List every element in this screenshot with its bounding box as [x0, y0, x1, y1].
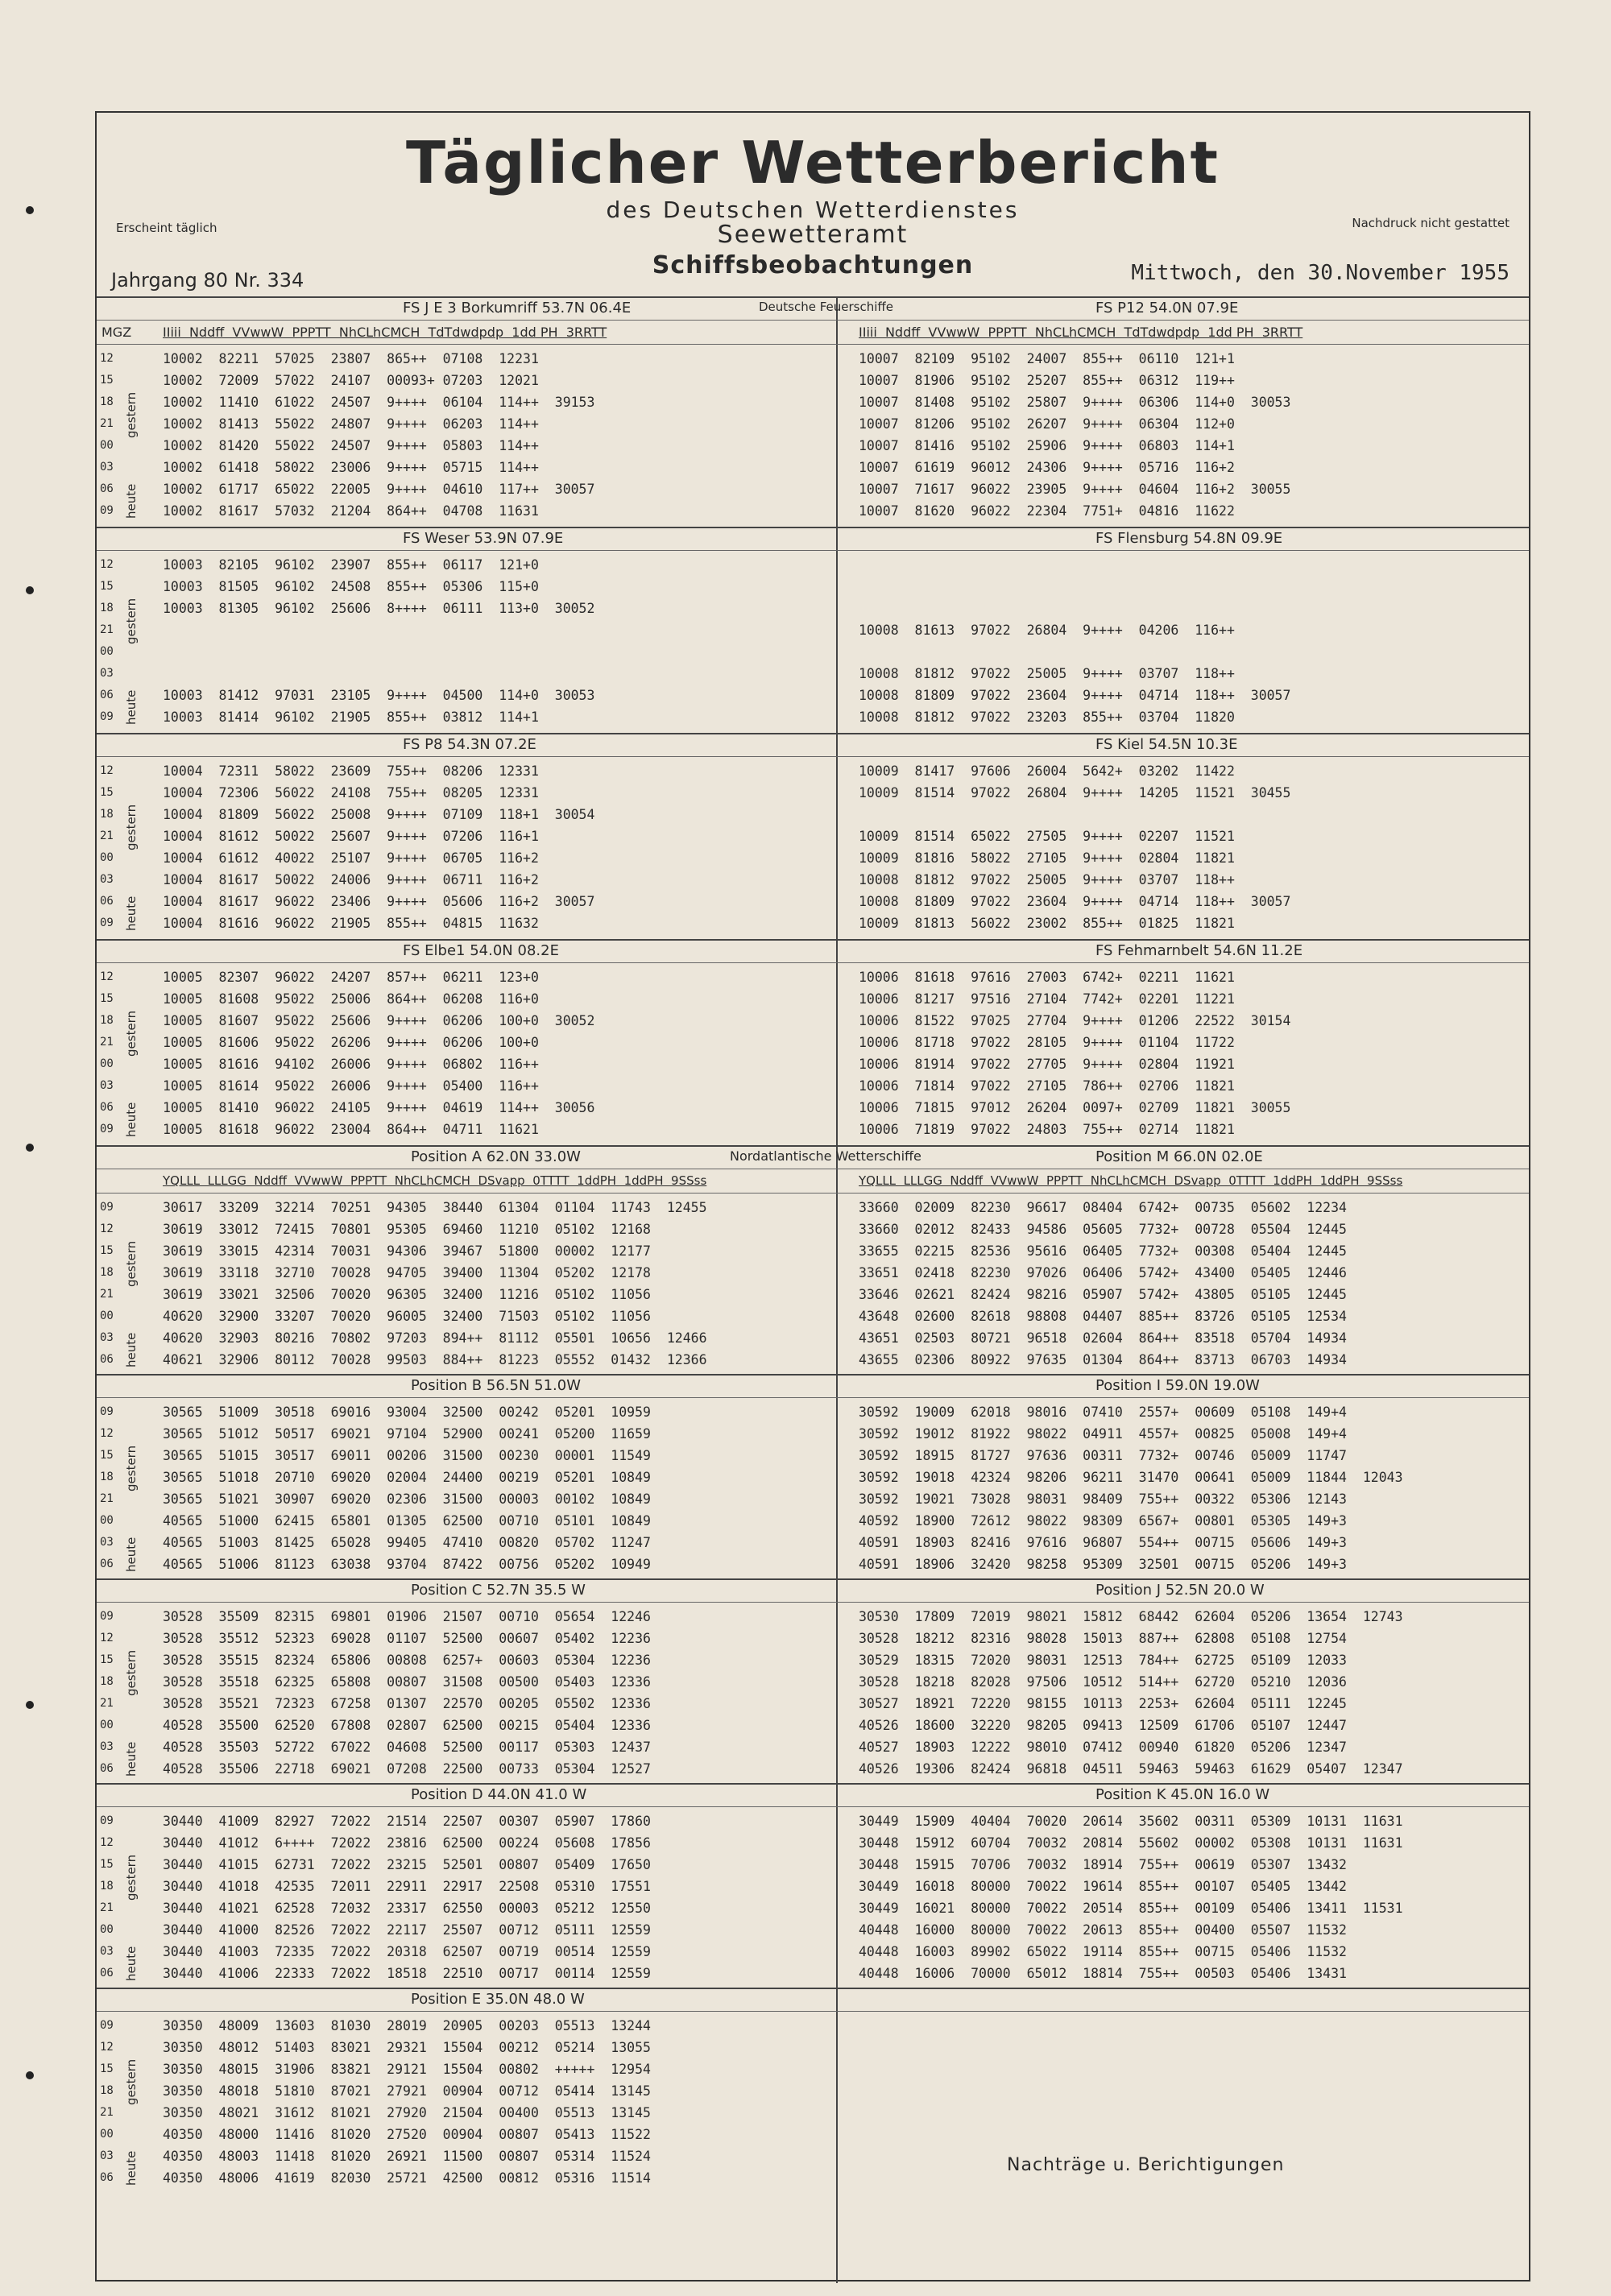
ws-section-title: Position K 45.0N 16.0 W [1095, 1786, 1270, 1803]
ws-left-row: 30350 48018 51810 87021 27921 00904 00712 05414 13145 [163, 2083, 667, 2099]
ws-left-row: 30528 35518 62325 65808 00807 31508 00500 05403 12336 [163, 1674, 667, 1690]
ws-left-row: 30565 51021 30907 69020 02306 31500 00003 00102 10849 [163, 1491, 667, 1507]
fs-header-bar [97, 733, 1529, 757]
ws-left-row: 40528 35503 52722 67022 04608 52500 00117 05303 12437 [163, 1740, 667, 1755]
ws-right-row: 30592 19018 42324 98206 96211 31470 00641 05009 11844 12043 [859, 1470, 1403, 1485]
hour-label: 09 [100, 504, 114, 517]
hour-label: 06 [100, 2171, 114, 2184]
fs-right-row: 10009 81417 97606 26004 5642+ 03202 11422 [859, 763, 1251, 779]
ws-right-row: 30530 17809 72019 98021 15812 68442 62604 05206 13654 12743 [859, 1609, 1403, 1624]
ws-left-row: 30528 35521 72323 67258 01307 22570 00205 05502 12336 [163, 1696, 667, 1711]
ws-left-row: 30619 33118 32710 70028 94705 39400 11304 05202 12178 [163, 1265, 667, 1280]
ws-left-row: 40620 32903 80216 70802 97203 894++ 81112 05501 10656 12466 [163, 1330, 707, 1346]
hour-label: 09 [100, 2019, 114, 2032]
fs-right-row: 10008 81613 97022 26804 9++++ 04206 116++ [859, 623, 1251, 638]
label-gestern: gestern [124, 1445, 139, 1491]
fs-right-row: 10006 71814 97022 27105 786++ 02706 11821 [859, 1078, 1251, 1094]
ws-right-row: 30529 18315 72020 98031 12513 784++ 62725 05109 12033 [859, 1653, 1363, 1668]
hour-label: 18 [100, 1014, 114, 1027]
label-heute: heute [124, 2150, 139, 2186]
fs-right-row: 10008 81809 97022 23604 9++++ 04714 118++ 30057 [859, 688, 1291, 703]
fs-right-row: 10007 81416 95102 25906 9++++ 06803 114+1 [859, 438, 1251, 453]
fs-left-row: 10003 81505 96102 24508 855++ 05306 115+0 [163, 579, 555, 594]
hour-label: 06 [100, 482, 114, 495]
ws-right-row: 40526 18600 32220 98205 09413 12509 61706 05107 12447 [859, 1718, 1363, 1733]
report-date: Mittwoch, den 30.November 1955 [1131, 261, 1510, 285]
ws-left-row: 30440 41006 22333 72022 18518 22510 00717 00114 12559 [163, 1966, 667, 1981]
hour-label: 15 [100, 2062, 114, 2075]
fs-right-row: 10006 81914 97022 27705 9++++ 02804 11921 [859, 1057, 1251, 1072]
ws-right-row: 40591 18906 32420 98258 95309 32501 00715 05206 149+3 [859, 1557, 1363, 1572]
ws-left-row: 30440 41012 6++++ 72022 23816 62500 00224 05608 17856 [163, 1835, 667, 1851]
ws-right-row: 30449 16021 80000 70022 20514 855++ 00109 05406 13411 11531 [859, 1901, 1403, 1916]
fs-right-row: 10007 82109 95102 24007 855++ 06110 121+1 [859, 351, 1251, 366]
hour-label: 12 [100, 1222, 114, 1235]
hour-label: 12 [100, 558, 114, 571]
label-gestern: gestern [124, 2058, 139, 2105]
label-gestern: gestern [124, 598, 139, 644]
fs-left-row: 10004 81616 96022 21905 855++ 04815 11632 [163, 916, 555, 931]
hour-label: 21 [100, 1288, 114, 1301]
ws-right-row: 40448 16000 80000 70022 20613 855++ 00400 05507 11532 [859, 1922, 1363, 1938]
ws-left-row: 30617 33209 32214 70251 94305 38440 61304 01104 11743 12455 [163, 1200, 707, 1215]
fs-right-row: 10009 81514 97022 26804 9++++ 14205 11521 30455 [859, 785, 1291, 800]
ws-section-title: Position J 52.5N 20.0 W [1095, 1582, 1265, 1599]
fs-right-row: 10006 81522 97025 27704 9++++ 01206 22522 30154 [859, 1013, 1291, 1028]
ws-right-row: 40448 16006 70000 65012 18814 755++ 00503 05406 13431 [859, 1966, 1363, 1981]
corrections-title: Nachträge u. Berichtigungen [1007, 2155, 1285, 2175]
fs-left-row: 10002 11410 61022 24507 9++++ 06104 114++ 39153 [163, 395, 595, 410]
hour-label: 09 [100, 916, 114, 929]
fs-right-row: 10007 81408 95102 25807 9++++ 06306 114+0 30053 [859, 395, 1291, 410]
label-gestern: gestern [124, 1010, 139, 1057]
hour-label: 00 [100, 2128, 114, 2141]
fs-left-row: 10005 81606 95022 26206 9++++ 06206 100+0 [163, 1035, 555, 1050]
fs-left-row: 10002 61418 58022 23006 9++++ 05715 114++ [163, 460, 555, 475]
ws-left-row: 40621 32906 80112 70028 99503 884++ 81223 05552 01432 12366 [163, 1352, 707, 1367]
fs-left-row: 10002 81420 55022 24507 9++++ 05803 114++ [163, 438, 555, 453]
ws-left-row: 30528 35512 52323 69028 01107 52500 00607 05402 12236 [163, 1631, 667, 1646]
hour-label: 03 [100, 667, 114, 680]
hour-label: 09 [100, 710, 114, 723]
fs-right-row: 10008 81812 97022 23203 855++ 03704 11820 [859, 709, 1251, 725]
ws-left-row: 30440 41018 42535 72011 22911 22917 22508 05310 17551 [163, 1879, 667, 1894]
fs-right-row: 10009 81816 58022 27105 9++++ 02804 11821 [859, 850, 1251, 866]
hour-label: 09 [100, 1405, 114, 1418]
hour-label: 09 [100, 1814, 114, 1827]
fs-left-row: 10002 82211 57025 23807 865++ 07108 12231 [163, 351, 555, 366]
fs-section-title: FS Fehmarnbelt 54.6N 11.2E [1095, 942, 1303, 959]
ws-left-row: 30565 51012 50517 69021 97104 52900 00241 05200 11659 [163, 1426, 667, 1442]
hour-label: 12 [100, 1836, 114, 1849]
ws-right-row: 40526 19306 82424 96818 04511 59463 59463 61629 05407 12347 [859, 1761, 1403, 1777]
punch-hole [26, 1701, 34, 1709]
fs-section-title: FS J E 3 Borkumriff 53.7N 06.4E [403, 300, 632, 316]
hour-label: 06 [100, 1762, 114, 1775]
hour-label: 21 [100, 829, 114, 842]
ws-right-row: 30592 19009 62018 98016 07410 2557+ 00609 05108 149+4 [859, 1404, 1363, 1420]
subtitle-section: Schiffsbeobachtungen [652, 251, 974, 279]
hour-label: 06 [100, 895, 114, 908]
hour-label: 06 [100, 1353, 114, 1366]
hour-label: 00 [100, 1309, 114, 1322]
fs-left-row: 10003 81412 97031 23105 9++++ 04500 114+0 30053 [163, 688, 595, 703]
punch-hole [26, 2071, 34, 2079]
hour-label: 18 [100, 808, 114, 821]
page-title: Täglicher Wetterbericht [406, 129, 1220, 197]
ws-header-bar [97, 1988, 1529, 2012]
ws-left-row: 40528 35500 62520 67808 02807 62500 00215 05404 12336 [163, 1718, 667, 1733]
ws-section-title: Position A 62.0N 33.0W [411, 1148, 581, 1165]
fs-left-row: 10004 81612 50022 25607 9++++ 07206 116+1 [163, 829, 555, 844]
ws-right-row: 43648 02600 82618 98808 04407 885++ 83726 05105 12534 [859, 1309, 1363, 1324]
hour-label: 00 [100, 1514, 114, 1527]
ws-left-row: 30619 33021 32506 70020 96305 32400 11216 05102 11056 [163, 1287, 667, 1302]
punch-hole [26, 206, 34, 214]
ws-right-row: 30449 15909 40404 70020 20614 35602 00311 05309 10131 11631 [859, 1814, 1403, 1829]
hour-label: 21 [100, 1697, 114, 1710]
hour-label: 03 [100, 461, 114, 474]
fs-left-row: 10005 82307 96022 24207 857++ 06211 123+0 [163, 970, 555, 985]
ws-left-row: 40350 48006 41619 82030 25721 42500 00812 05316 11514 [163, 2170, 667, 2186]
fs-left-row: 10005 81607 95022 25606 9++++ 06206 100+0 30052 [163, 1013, 595, 1028]
fs-right-row: 10006 71819 97022 24803 755++ 02714 11821 [859, 1122, 1251, 1137]
hour-label: 15 [100, 374, 114, 387]
fs-left-row: 10004 61612 40022 25107 9++++ 06705 116+2 [163, 850, 555, 866]
ws-columns-left: YQLLL LLLGG Nddff VVwwW PPPTT NhCLhCMCH DSvapp 0TTTT 1ddPH 1ddPH 9SSss [163, 1173, 707, 1188]
ws-left-row: 40565 51006 81123 63038 93704 87422 00756 05202 10949 [163, 1557, 667, 1572]
ws-left-row: 30440 41009 82927 72022 21514 22507 00307 05907 17860 [163, 1814, 667, 1829]
hour-label: 18 [100, 1266, 114, 1279]
fs-right-row: 10006 71815 97012 26204 0097+ 02709 11821 30055 [859, 1100, 1291, 1115]
fs-right-row: 10006 81618 97616 27003 6742+ 02211 11621 [859, 970, 1251, 985]
hour-label: 09 [100, 1610, 114, 1623]
hour-label: 03 [100, 2149, 114, 2162]
fs-left-row: 10004 81617 50022 24006 9++++ 06711 116+2 [163, 872, 555, 887]
fs-right-row: 10009 81514 65022 27505 9++++ 02207 11521 [859, 829, 1251, 844]
issue-number: Jahrgang 80 Nr. 334 [111, 269, 304, 292]
ws-section-title: Position I 59.0N 19.0W [1095, 1377, 1260, 1394]
label-heute: heute [124, 896, 139, 931]
hour-label: 21 [100, 1901, 114, 1914]
hour-label: 03 [100, 1945, 114, 1958]
fs-left-row: 10002 72009 57022 24107 00093+ 07203 12021 [163, 373, 555, 388]
fs-left-row: 10002 81617 57032 21204 864++ 04708 11631 [163, 503, 555, 519]
fs-section-title: FS Elbe1 54.0N 08.2E [403, 942, 559, 959]
fs-left-row: 10005 81410 96022 24105 9++++ 04619 114++ 30056 [163, 1100, 595, 1115]
hour-label: 15 [100, 1244, 114, 1257]
hour-label: 21 [100, 623, 114, 636]
hour-label: 06 [100, 689, 114, 701]
hour-label: 15 [100, 580, 114, 593]
ws-left-row: 30619 33012 72415 70801 95305 69460 11210 05102 12168 [163, 1222, 667, 1237]
hour-label: 09 [100, 1201, 114, 1214]
hour-label: 03 [100, 1079, 114, 1092]
label-heute: heute [124, 1741, 139, 1777]
ws-left-row: 40620 32900 33207 70020 96005 32400 71503 05102 11056 [163, 1309, 667, 1324]
ws-right-row: 30448 15915 70706 70032 18914 755++ 00619 05307 13432 [859, 1857, 1363, 1872]
ws-right-row: 33660 02012 82433 94586 05605 7732+ 00728 05504 12445 [859, 1222, 1363, 1237]
ws-left-row: 40350 48003 11418 81020 26921 11500 00807 05314 11524 [163, 2149, 667, 2164]
hour-label: 00 [100, 1923, 114, 1936]
ws-right-row: 43651 02503 80721 96518 02604 864++ 83518 05704 14934 [859, 1330, 1363, 1346]
ws-right-row: 30528 18218 82028 97506 10512 514++ 62720 05210 12036 [859, 1674, 1363, 1690]
punch-hole [26, 586, 34, 594]
hour-label: 12 [100, 1632, 114, 1644]
ws-left-row: 30440 41003 72335 72022 20318 62507 00719 00514 12559 [163, 1944, 667, 1959]
ws-left-row: 30350 48015 31906 83821 29121 15504 00802 +++++ 12954 [163, 2062, 667, 2077]
ws-left-row: 30350 48012 51403 83021 29321 15504 00212 05214 13055 [163, 2040, 667, 2055]
ws-right-row: 30592 19021 73028 98031 98409 755++ 00322 05306 12143 [859, 1491, 1363, 1507]
label-heute: heute [124, 689, 139, 725]
ws-right-row: 33651 02418 82230 97026 06406 5742+ 43400 05405 12446 [859, 1265, 1363, 1280]
label-gestern: gestern [124, 1854, 139, 1901]
fs-left-row: 10003 82105 96102 23907 855++ 06117 121+0 [163, 557, 555, 573]
ws-section-title: Position E 35.0N 48.0 W [411, 1991, 585, 2008]
ws-right-row: 40591 18903 82416 97616 96807 554++ 00715 05606 149+3 [859, 1535, 1363, 1550]
fs-right-row: 10007 61619 96012 24306 9++++ 05716 116+2 [859, 460, 1251, 475]
hour-label: 06 [100, 1558, 114, 1570]
fs-columns-right: IIiii Nddff VVwwW PPPTT NhCLhCMCH TdTdwdpdp 1dd PH 3RRTT [859, 325, 1303, 340]
ws-left-row: 30528 35515 82324 65806 00808 6257+ 00603 05304 12236 [163, 1653, 667, 1668]
hour-label: 15 [100, 1858, 114, 1871]
ws-left-row: 30440 41015 62731 72022 23215 52501 00807 05409 17650 [163, 1857, 667, 1872]
hour-label: 12 [100, 1427, 114, 1440]
ws-section-title: Position C 52.7N 35.5 W [411, 1582, 586, 1599]
fs-left-row: 10003 81305 96102 25606 8++++ 06111 113+0 30052 [163, 601, 595, 616]
ws-right-row: 33646 02621 82424 98216 05907 5742+ 43805 05105 12445 [859, 1287, 1363, 1302]
hour-label: 09 [100, 1123, 114, 1136]
ws-left-row: 30619 33015 42314 70031 94306 39467 51800 00002 12177 [163, 1243, 667, 1259]
label-heute: heute [124, 483, 139, 519]
ws-left-row: 30528 35509 82315 69801 01906 21507 00710 05654 12246 [163, 1609, 667, 1624]
fs-left-row: 10005 81614 95022 26006 9++++ 05400 116++ [163, 1078, 555, 1094]
hour-label: 18 [100, 395, 114, 408]
hour-label: 15 [100, 786, 114, 799]
hour-label: 21 [100, 2106, 114, 2119]
ws-header-bar [97, 1783, 1529, 1807]
report-sheet [95, 111, 1530, 2282]
ws-left-row: 30440 41021 62528 72032 23317 62550 00003 05212 12550 [163, 1901, 667, 1916]
fs-left-row: 10004 81617 96022 23406 9++++ 05606 116+2 30057 [163, 894, 595, 909]
hour-label: 00 [100, 1719, 114, 1731]
ws-right-row: 40592 18900 72612 98022 98309 6567+ 00801 05305 149+3 [859, 1513, 1363, 1529]
ws-right-row: 30528 18212 82316 98028 15013 887++ 62808 05108 12754 [859, 1631, 1363, 1646]
ws-left-row: 30350 48009 13603 81030 28019 20905 00203 05513 13244 [163, 2018, 667, 2033]
subtitle-service: des Deutschen Wetterdienstes [606, 197, 1020, 223]
hour-label: 21 [100, 1492, 114, 1505]
fs-right-row: 10008 81809 97022 23604 9++++ 04714 118++ 30057 [859, 894, 1291, 909]
label-mgz: MGZ [101, 325, 132, 340]
hour-label: 12 [100, 970, 114, 983]
fs-right-row: 10008 81812 97022 25005 9++++ 03707 118++ [859, 872, 1251, 887]
fs-left-row: 10003 81414 96102 21905 855++ 03812 114+1 [163, 709, 555, 725]
fs-header-bar [97, 939, 1529, 963]
fs-right-row: 10007 71617 96022 23905 9++++ 04604 116+2 30055 [859, 482, 1291, 497]
label-wetterschiffe: Nordatlantische Wetterschiffe [730, 1148, 921, 1164]
fs-right-row: 10007 81620 96022 22304 7751+ 04816 11622 [859, 503, 1251, 519]
label-heute: heute [124, 1946, 139, 1981]
hour-label: 15 [100, 1653, 114, 1666]
fs-right-row: 10008 81812 97022 25005 9++++ 03707 118++ [859, 666, 1251, 681]
label-gestern: gestern [124, 391, 139, 438]
ws-header-bar [97, 1578, 1529, 1603]
hour-label: 18 [100, 2084, 114, 2097]
hour-label: 18 [100, 602, 114, 614]
fs-section-title: FS Weser 53.9N 07.9E [403, 530, 564, 547]
ws-section-title: Position D 44.0N 41.0 W [411, 1786, 587, 1803]
hour-label: 03 [100, 1536, 114, 1549]
label-gestern: gestern [124, 1240, 139, 1287]
fs-left-row: 10004 72311 58022 23609 755++ 08206 12331 [163, 763, 555, 779]
hour-label: 12 [100, 764, 114, 777]
ws-right-row: 30592 19012 81922 98022 04911 4557+ 00825 05008 149+4 [859, 1426, 1363, 1442]
ws-section-title: Position B 56.5N 51.0W [411, 1377, 582, 1394]
label-gestern: gestern [124, 804, 139, 850]
ws-right-row: 33655 02215 82536 95616 06405 7732+ 00308 05404 12445 [859, 1243, 1363, 1259]
label-heute: heute [124, 1537, 139, 1572]
fs-left-row: 10005 81616 94102 26006 9++++ 06802 116++ [163, 1057, 555, 1072]
fs-right-row: 10007 81906 95102 25207 855++ 06312 119++ [859, 373, 1251, 388]
fs-section-title: FS Flensburg 54.8N 09.9E [1095, 530, 1283, 547]
ws-right-row: 40527 18903 12222 98010 07412 00940 61820 05206 12347 [859, 1740, 1363, 1755]
hour-label: 00 [100, 1057, 114, 1070]
ws-columns-right: YQLLL LLLGG Nddff VVwwW PPPTT NhCLhCMCH DSvapp 0TTTT 1ddPH 1ddPH 9SSss [859, 1173, 1403, 1188]
hour-label: 03 [100, 873, 114, 886]
hour-label: 00 [100, 439, 114, 452]
hour-label: 06 [100, 1967, 114, 1980]
fs-header-bar [97, 527, 1529, 551]
ws-right-row: 30449 16018 80000 70022 19614 855++ 00107 05405 13442 [859, 1879, 1363, 1894]
hour-label: 00 [100, 851, 114, 864]
hour-label: 15 [100, 992, 114, 1005]
fs-left-row: 10005 81608 95022 25006 864++ 06208 116+0 [163, 991, 555, 1007]
ws-header-bar [97, 1374, 1529, 1398]
fs-left-row: 10005 81618 96022 23004 864++ 04711 11621 [163, 1122, 555, 1137]
center-divider [836, 296, 838, 2283]
ws-left-row: 30565 51009 30518 69016 93004 32500 00242 05201 10959 [163, 1404, 667, 1420]
label-gestern: gestern [124, 1649, 139, 1696]
publication-note: Erscheint täglich [116, 221, 217, 235]
hour-label: 18 [100, 1880, 114, 1893]
fs-columns-left: IIiii Nddff VVwwW PPPTT NhCLhCMCH TdTdwdpdp 1dd PH 3RRTT [163, 325, 607, 340]
label-heute: heute [124, 1102, 139, 1137]
ws-left-row: 30565 51018 20710 69020 02004 24400 00219 05201 10849 [163, 1470, 667, 1485]
hour-label: 00 [100, 645, 114, 658]
ws-left-row: 40565 51000 62415 65801 01305 62500 00710 05101 10849 [163, 1513, 667, 1529]
hour-label: 21 [100, 417, 114, 430]
fs-right-row: 10009 81813 56022 23002 855++ 01825 11821 [859, 916, 1251, 931]
ws-left-row: 40528 35506 22718 69021 07208 22500 00733 05304 12527 [163, 1761, 667, 1777]
fs-section-title: FS P8 54.3N 07.2E [403, 736, 536, 753]
fs-right-row: 10007 81206 95102 26207 9++++ 06304 112+0 [859, 416, 1251, 432]
ws-right-row: 30527 18921 72220 98155 10113 2253+ 62604 05111 12245 [859, 1696, 1363, 1711]
label-feuerschiffe: Deutsche Feuerschiffe [759, 300, 893, 314]
punch-hole [26, 1144, 34, 1152]
fs-left-row: 10002 81413 55022 24807 9++++ 06203 114++ [163, 416, 555, 432]
ws-section-title: Position M 66.0N 02.0E [1095, 1148, 1263, 1165]
fs-left-row: 10004 72306 56022 24108 755++ 08205 12331 [163, 785, 555, 800]
subtitle-office: Seewetteramt [717, 221, 909, 249]
hour-label: 06 [100, 1101, 114, 1114]
copyright-note: Nachdruck nicht gestattet [1352, 216, 1510, 230]
ws-right-row: 43655 02306 80922 97635 01304 864++ 83713 06703 14934 [859, 1352, 1363, 1367]
ws-left-row: 30440 41000 82526 72022 22117 25507 00712 05111 12559 [163, 1922, 667, 1938]
ws-left-row: 40565 51003 81425 65028 99405 47410 00820 05702 11247 [163, 1535, 667, 1550]
fs-section-title: FS P12 54.0N 07.9E [1095, 300, 1239, 316]
fs-right-row: 10006 81718 97022 28105 9++++ 01104 11722 [859, 1035, 1251, 1050]
hour-label: 18 [100, 1675, 114, 1688]
hour-label: 18 [100, 1471, 114, 1483]
hour-label: 12 [100, 2041, 114, 2054]
fs-section-title: FS Kiel 54.5N 10.3E [1095, 736, 1238, 753]
ws-left-row: 30350 48021 31612 81021 27920 21504 00400 05513 13145 [163, 2105, 667, 2120]
ws-left-row: 30565 51015 30517 69011 00206 31500 00230 00001 11549 [163, 1448, 667, 1463]
ws-left-row: 40350 48000 11416 81020 27520 00904 00807 05413 11522 [163, 2127, 667, 2142]
ws-right-row: 30448 15912 60704 70032 20814 55602 00002 05308 10131 11631 [859, 1835, 1403, 1851]
hour-label: 12 [100, 352, 114, 365]
ws-right-row: 30592 18915 81727 97636 00311 7732+ 00746 05009 11747 [859, 1448, 1363, 1463]
hour-label: 03 [100, 1740, 114, 1753]
fs-left-row: 10004 81809 56022 25008 9++++ 07109 118+1 30054 [163, 807, 595, 822]
ws-right-row: 33660 02009 82230 96617 08404 6742+ 00735 05602 12234 [859, 1200, 1363, 1215]
hour-label: 03 [100, 1331, 114, 1344]
fs-left-row: 10002 61717 65022 22005 9++++ 04610 117++ 30057 [163, 482, 595, 497]
ws-right-row: 40448 16003 89902 65022 19114 855++ 00715 05406 11532 [859, 1944, 1363, 1959]
label-heute: heute [124, 1332, 139, 1367]
fs-right-row: 10006 81217 97516 27104 7742+ 02201 11221 [859, 991, 1251, 1007]
hour-label: 15 [100, 1449, 114, 1462]
hour-label: 21 [100, 1036, 114, 1049]
